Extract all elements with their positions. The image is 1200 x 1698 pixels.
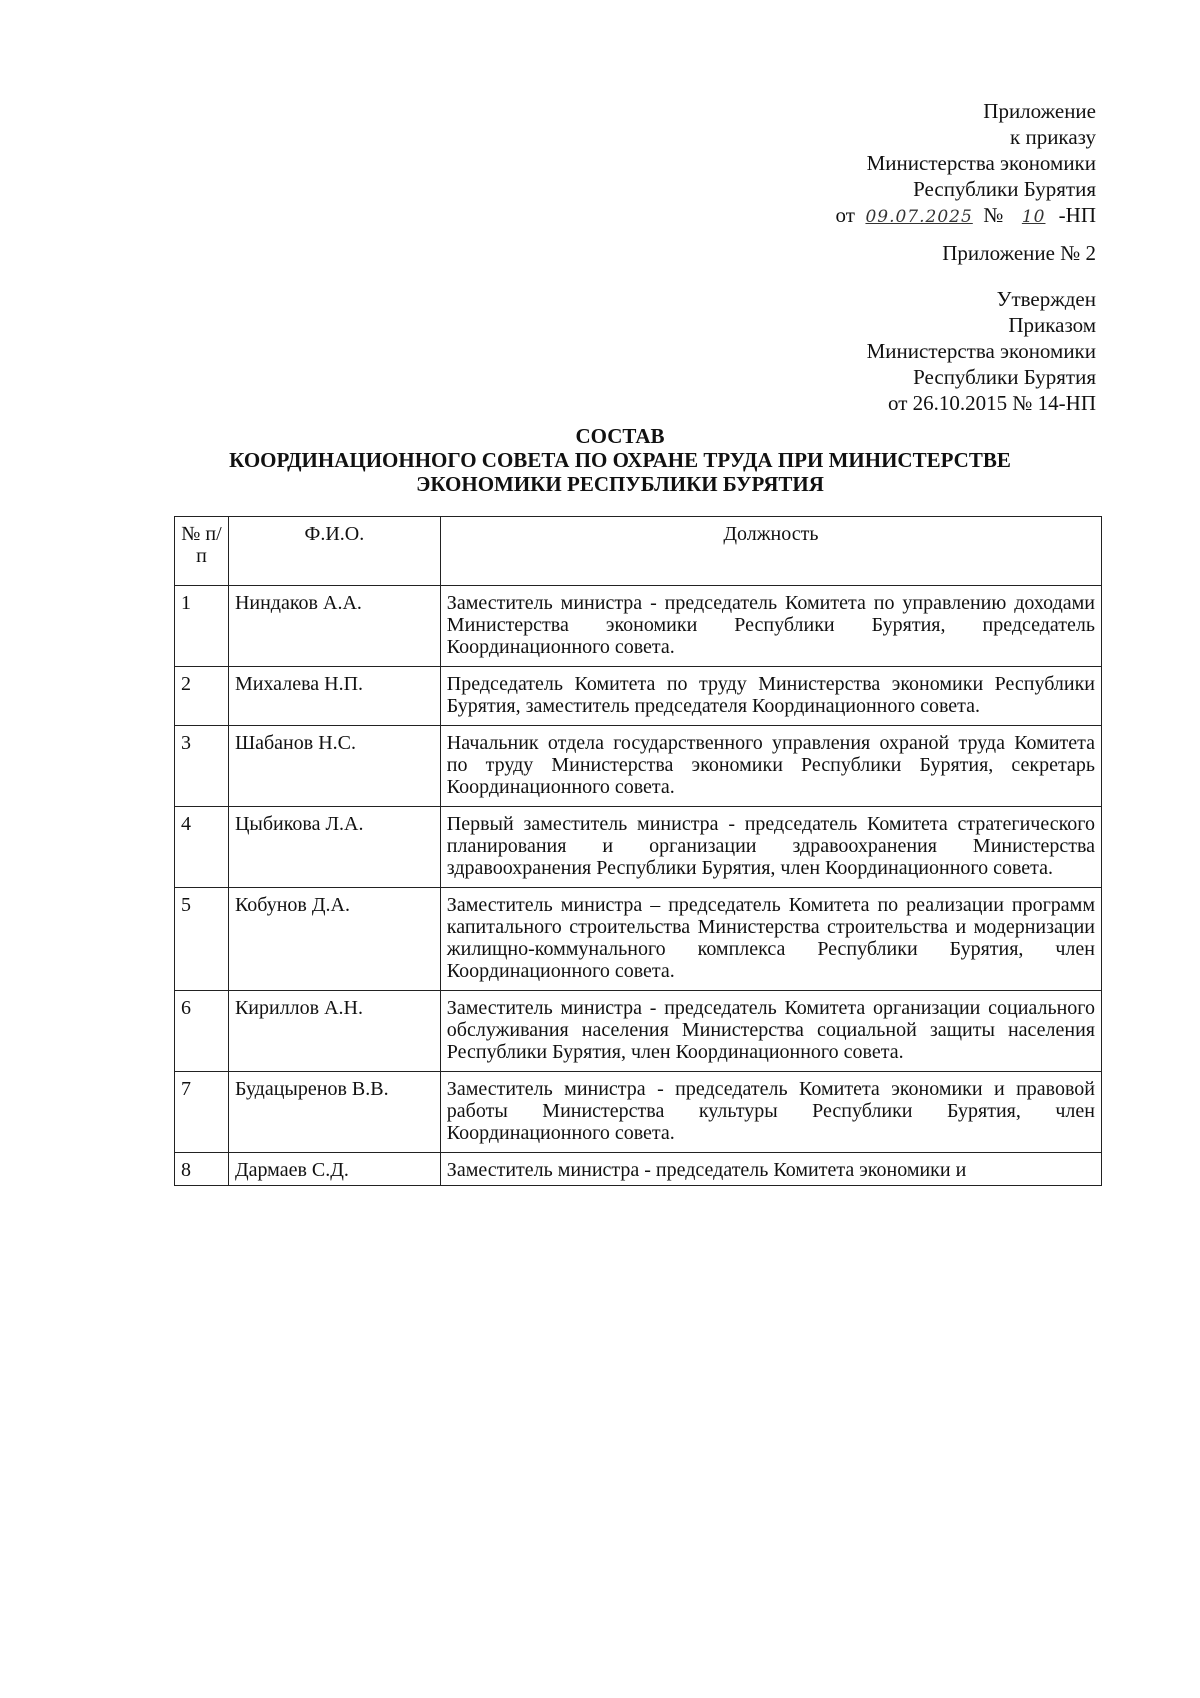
member-name: Михалева Н.П.: [228, 667, 440, 726]
member-position: Председатель Комитета по труду Министерства экономики Республики Бурятия, заместитель председателя Координационного совета.: [440, 667, 1101, 726]
column-header-number: № п/п: [175, 517, 229, 586]
order-reference-line: [835, 202, 1096, 230]
table-row: [175, 586, 1102, 667]
approval-line: Республики Бурятия: [913, 365, 1096, 389]
row-number: 6: [175, 991, 229, 1072]
handwritten-order-number: 10: [1021, 207, 1046, 227]
title-line-3: ЭКОНОМИКИ РЕСПУБЛИКИ БУРЯТИЯ: [416, 472, 824, 496]
handwritten-order-date: 09.07.2025: [865, 207, 973, 227]
table-row: [175, 807, 1102, 888]
member-position: Заместитель министра - председатель Комитета экономики и: [440, 1153, 1101, 1186]
approval-line: от 26.10.2015 № 14-НП: [887, 391, 1096, 415]
document-title: [160, 424, 1080, 496]
row-number: 2: [175, 667, 229, 726]
member-name: Кириллов А.Н.: [228, 991, 440, 1072]
member-name: Будацыренов В.В.: [228, 1072, 440, 1153]
approval-header: [867, 286, 1096, 416]
row-number: 5: [175, 888, 229, 991]
council-members-table: [174, 516, 1102, 1186]
order-number-prefix: №: [983, 203, 1004, 227]
row-number: 8: [175, 1153, 229, 1186]
table-row: [175, 888, 1102, 991]
title-line-2: КООРДИНАЦИОННОГО СОВЕТА ПО ОХРАНЕ ТРУДА ПРИ МИНИСТЕРСТВЕ: [229, 448, 1011, 472]
member-name: Кобунов Д.А.: [228, 888, 440, 991]
row-number: 7: [175, 1072, 229, 1153]
member-name: Ниндаков А.А.: [228, 586, 440, 667]
table-row: [175, 991, 1102, 1072]
column-header-name: Ф.И.О.: [228, 517, 440, 586]
appendix-line: Министерства экономики: [866, 151, 1096, 175]
column-header-position: Должность: [440, 517, 1101, 586]
appendix-line: Республики Бурятия: [913, 177, 1096, 201]
appendix-number: Приложение № 2: [942, 241, 1096, 265]
table-row: [175, 726, 1102, 807]
title-line-1: СОСТАВ: [575, 424, 665, 448]
member-name: Дармаев С.Д.: [228, 1153, 440, 1186]
member-position: Заместитель министра - председатель Комитета по управлению доходами Министерства экономики Республики Бурятия, председатель Координационного совета.: [440, 586, 1101, 667]
member-position: Заместитель министра - председатель Комитета экономики и правовой работы Министерства культуры Республики Бурятия, член Координационного совета.: [440, 1072, 1101, 1153]
table-row: [175, 1072, 1102, 1153]
table-header-row: [175, 517, 1102, 586]
table-row: [175, 1153, 1102, 1186]
member-position: Начальник отдела государственного управления охраной труда Комитета по труду Министерства экономики Республики Бурятия, секретарь Координационного совета.: [440, 726, 1101, 807]
row-number: 4: [175, 807, 229, 888]
member-position: Заместитель министра - председатель Комитета организации социального обслуживания населения Министерства социальной защиты населения Республики Бурятия, член Координационного совета.: [440, 991, 1101, 1072]
row-number: 1: [175, 586, 229, 667]
member-name: Шабанов Н.С.: [228, 726, 440, 807]
row-number: 3: [175, 726, 229, 807]
approval-line: Утвержден: [996, 287, 1096, 311]
order-prefix: от: [835, 203, 855, 227]
member-name: Цыбикова Л.А.: [228, 807, 440, 888]
appendix-header: [835, 98, 1096, 230]
member-position: Заместитель министра – председатель Комитета по реализации программ капитального строительства Министерства строительства и модернизации жилищно-коммунального комплекса Республики Бурятия, член Координационного совета.: [440, 888, 1101, 991]
order-suffix: -НП: [1058, 203, 1096, 227]
approval-line: Министерства экономики: [866, 339, 1096, 363]
appendix-line: Приложение: [983, 99, 1096, 123]
member-position: Первый заместитель министра - председатель Комитета стратегического планирования и организации здравоохранения Министерства здравоохранения Республики Бурятия, член Координационного совета.: [440, 807, 1101, 888]
appendix-line: к приказу: [1010, 125, 1096, 149]
approval-line: Приказом: [1008, 313, 1096, 337]
table-row: [175, 667, 1102, 726]
